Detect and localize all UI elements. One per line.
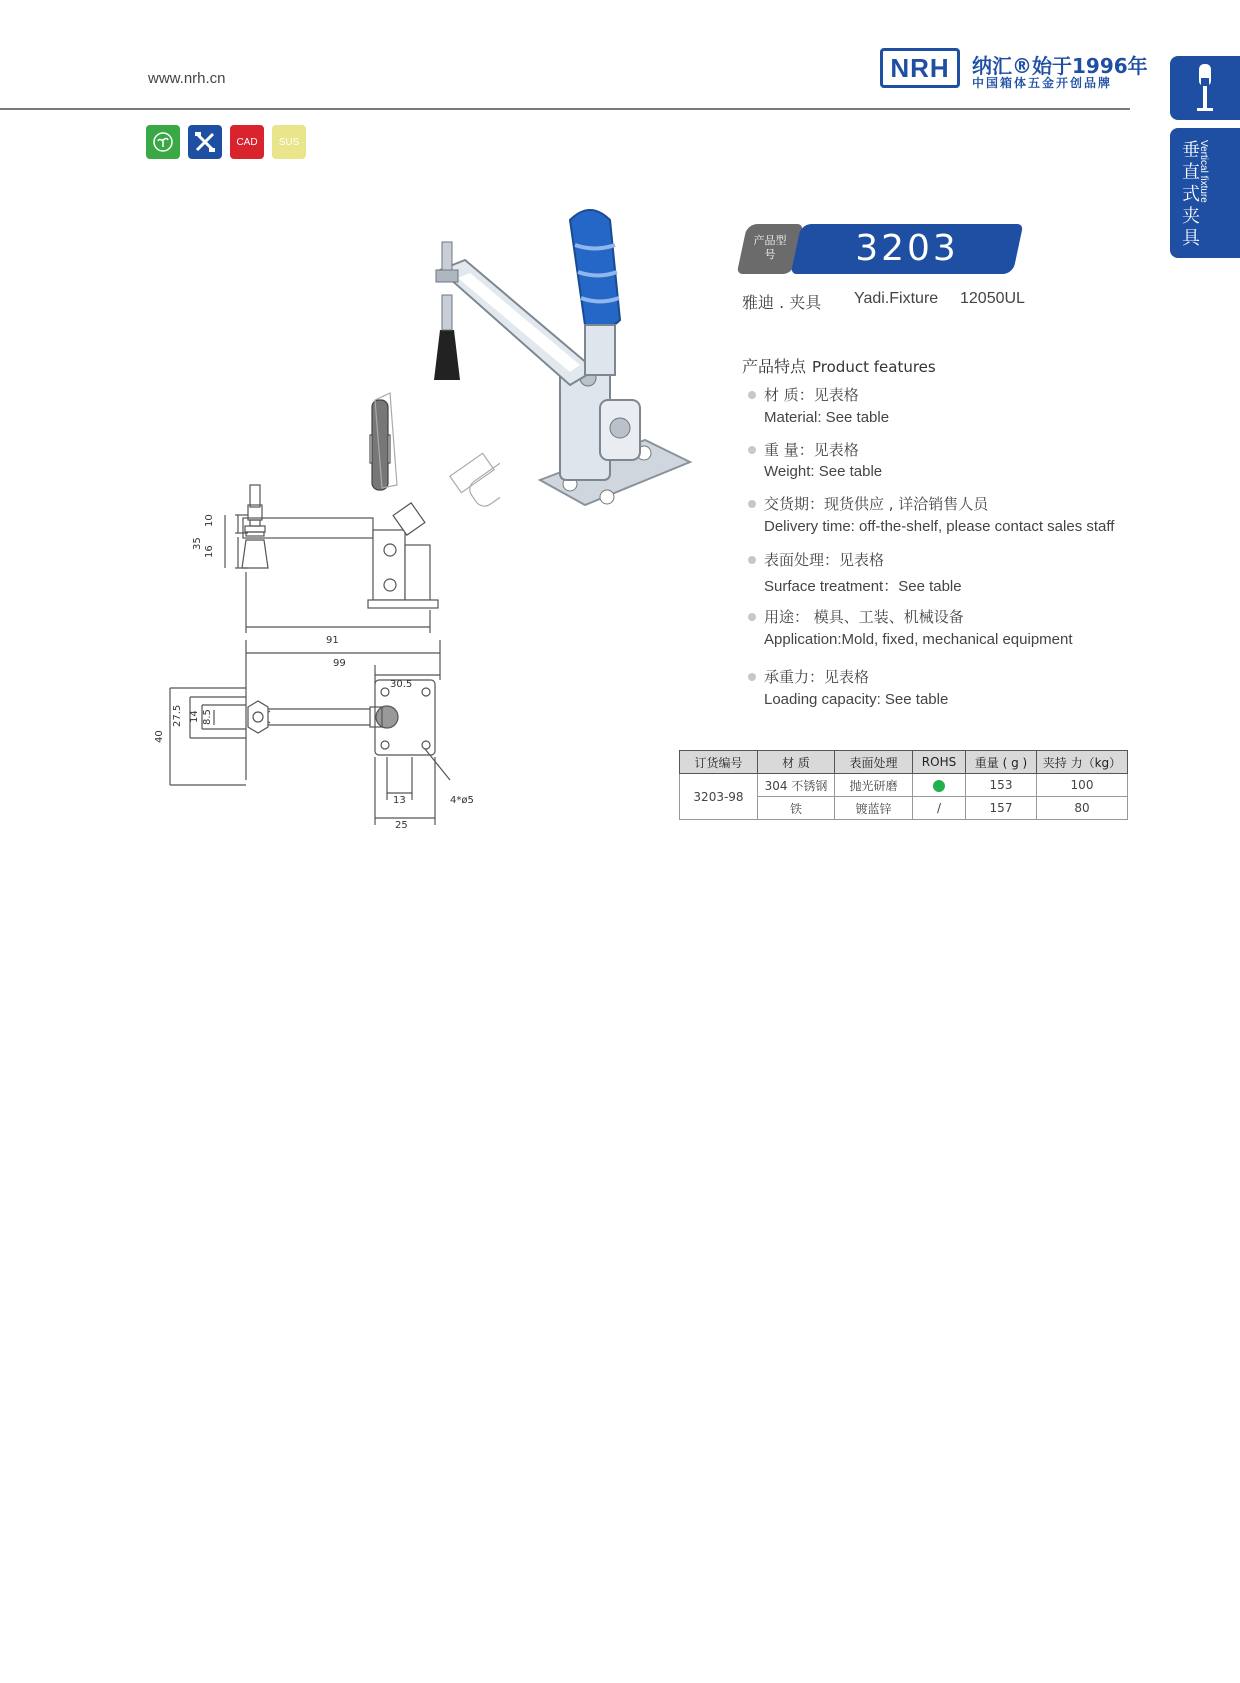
spec-table (679, 750, 1128, 820)
cell-weight: 157 (966, 797, 1037, 820)
dim-14: 14 (189, 710, 200, 723)
header-divider (0, 108, 1130, 110)
dim-8-5: 8.5 (202, 709, 213, 725)
col-rohs: ROHS (913, 751, 966, 774)
features-title-en: Product features (812, 358, 936, 376)
table-row (680, 774, 1128, 797)
model-tag-label: 产品型号 (753, 234, 787, 261)
dim-25: 25 (395, 820, 408, 831)
side-tab-label-cn: 垂直式夹具 (1182, 140, 1200, 249)
cell-material: 铁 (758, 797, 835, 820)
feature-application-en: Application:Mold, fixed, mechanical equipment (764, 631, 1073, 648)
col-weight: 重量 ( g ) (966, 751, 1037, 774)
bullet-icon (748, 613, 756, 621)
dim-91: 91 (326, 635, 339, 646)
bullet-icon (748, 446, 756, 454)
features-title-cn: 产品特点 (742, 357, 807, 376)
product-name-cn: 雅迪 . 夹具 (742, 293, 822, 312)
feature-weight-cn: 重 量：见表格 (764, 441, 859, 459)
feature-surface-en: Surface treatment：See table (764, 578, 962, 595)
side-tab-label-en: Vertical fixture (1198, 140, 1209, 203)
bullet-icon (748, 391, 756, 399)
cad-label: CAD (236, 136, 258, 148)
clamp-arm (440, 260, 595, 385)
cell-rohs: / (913, 797, 966, 820)
cell-material: 304 不锈钢 (758, 774, 835, 797)
rohs-compliant-icon (933, 780, 945, 792)
model-number: 3203 (855, 228, 959, 269)
bullet-icon (748, 556, 756, 564)
vertical-clamp-icon (1170, 56, 1240, 120)
bullet-icon (748, 673, 756, 681)
dim-16: 16 (204, 545, 215, 558)
feature-material-en: Material: See table (764, 409, 890, 426)
feature-capacity-cn: 承重力：见表格 (764, 668, 870, 686)
table-header-row (680, 751, 1128, 774)
bullet-icon (748, 500, 756, 508)
brand-tagline: 中国箱体五金开创品牌 (972, 76, 1113, 90)
cad-icon (230, 125, 264, 159)
col-force: 夹持 力（kg） (1037, 751, 1128, 774)
cell-surface: 镀蓝锌 (835, 797, 913, 820)
brand-logo: NRH (880, 48, 960, 88)
site-url[interactable]: www.nrh.cn (148, 70, 226, 87)
product-name-en: Yadi.Fixture (854, 290, 939, 307)
dim-30-5: 30.5 (390, 679, 413, 690)
brand-slogan: 纳汇®始于1996年 (972, 54, 1148, 78)
dim-13: 13 (393, 795, 406, 806)
side-tab-clamp-icon[interactable] (1170, 56, 1240, 120)
feature-delivery-cn: 交货期：现货供应 , 详洽销售人员 (764, 495, 989, 513)
cell-weight: 153 (966, 774, 1037, 797)
dim-hole: 4*ø5 (450, 795, 474, 806)
tools-icon (188, 125, 222, 159)
feature-application-cn: 用途： 模具、工装、机械设备 (764, 608, 964, 626)
dim-27-5: 27.5 (172, 704, 183, 727)
dim-99: 99 (333, 658, 346, 669)
col-order-no: 订货编号 (680, 751, 758, 774)
cell-surface: 抛光研磨 (835, 774, 913, 797)
sus-icon (272, 125, 306, 159)
dim-35: 35 (192, 537, 203, 550)
feature-weight-en: Weight: See table (764, 463, 883, 480)
product-code: 12050UL (960, 290, 1025, 307)
blue-handle (570, 210, 620, 375)
feature-delivery-en: Delivery time: off-the-shelf, please contact sales staff (764, 518, 1115, 535)
col-material: 材 质 (758, 751, 835, 774)
features-title (742, 354, 936, 377)
dim-10: 10 (204, 514, 215, 527)
feature-material-cn: 材 质：见表格 (764, 386, 859, 404)
feature-surface-cn: 表面处理：见表格 (764, 551, 885, 569)
eco-icon (146, 125, 180, 159)
col-surface: 表面处理 (835, 751, 913, 774)
cell-order-no: 3203-98 (680, 774, 758, 820)
cell-rohs (913, 774, 966, 797)
dim-40: 40 (154, 730, 165, 743)
sus-label: SUS (278, 136, 300, 148)
cell-force: 100 (1037, 774, 1128, 797)
feature-capacity-en: Loading capacity: See table (764, 691, 949, 708)
technical-drawing (150, 385, 500, 835)
cell-force: 80 (1037, 797, 1128, 820)
